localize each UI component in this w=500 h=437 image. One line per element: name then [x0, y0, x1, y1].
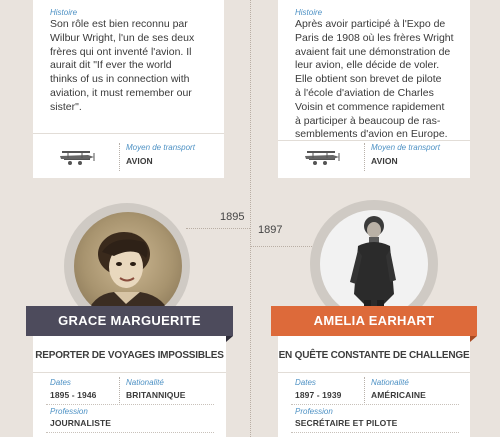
profession-label: Profession: [50, 407, 88, 416]
dates-value: 1897 - 1939: [295, 390, 342, 400]
biplane-icon: [58, 147, 96, 167]
year-label-right: 1897: [258, 224, 283, 236]
history-text: [50, 18, 230, 115]
history-line: Elle obtient son brevet de pilote: [295, 73, 442, 86]
divider: [33, 372, 226, 373]
history-line: Voisin et commence rapidement: [295, 100, 445, 113]
history-label: Histoire: [50, 8, 78, 17]
profile-card-right: [278, 336, 470, 437]
nationality-label: Nationalité: [126, 378, 164, 387]
history-line: leur avion, elle décide de voler.: [295, 59, 440, 72]
banner-fold-right: [226, 336, 233, 342]
history-line: Paris de 1908 où les frères Wright: [295, 31, 454, 44]
biplane-icon: [303, 147, 341, 167]
profession-value: SECRÉTAIRE ET PILOTE: [295, 418, 398, 428]
history-card-right: [278, 0, 470, 178]
nationality-value: BRITANNIQUE: [126, 390, 186, 400]
timeline-line: [250, 0, 251, 437]
divider: [364, 143, 365, 171]
history-line: frères qui ont inventé l'avion. Il: [50, 45, 192, 58]
history-text: [295, 18, 475, 142]
year-connector-left: [186, 228, 250, 229]
nationality-value: AMÉRICAINE: [371, 390, 426, 400]
divider: [278, 140, 470, 141]
profession-value: JOURNALISTE: [50, 418, 112, 428]
history-line: à participer à beaucoup de ras-: [295, 114, 441, 127]
dates-label: Dates: [50, 378, 71, 387]
history-line: Wilbur Wright, l'un de ses deux: [50, 31, 195, 44]
name-banner-left: GRACE MARGUERITE: [26, 306, 233, 336]
history-line: thinks of us in connection with: [50, 73, 190, 86]
year-label-left: 1895: [220, 211, 245, 223]
history-line: avaient fait une démonstration de: [295, 45, 451, 58]
transport-value: AVION: [126, 156, 153, 166]
divider: [33, 133, 224, 134]
portrait-right: [320, 210, 428, 318]
divider: [119, 143, 120, 171]
history-line: aviation, it must remember our: [50, 86, 192, 99]
divider: [364, 377, 365, 403]
transport-label: Moyen de transport: [371, 143, 440, 152]
banner-fold-right: [470, 336, 477, 342]
history-line: à l'école d'aviation de Charles: [295, 86, 434, 99]
year-connector-right: [250, 246, 312, 247]
divider: [46, 404, 214, 405]
nationality-label: Nationalité: [371, 378, 409, 387]
divider: [46, 432, 214, 433]
profile-tagline: REPORTER DE VOYAGES IMPOSSIBLES: [35, 350, 224, 361]
dates-value: 1895 - 1946: [50, 390, 97, 400]
divider: [291, 404, 459, 405]
divider: [291, 432, 459, 433]
transport-value: AVION: [371, 156, 398, 166]
profile-tagline: EN QUÊTE CONSTANTE DE CHALLENGE: [278, 350, 470, 361]
history-line: sister".: [50, 100, 82, 113]
history-label: Histoire: [295, 8, 323, 17]
portrait-left: [74, 212, 182, 320]
history-line: semblements d'avion en Europe.: [295, 128, 448, 141]
name-banner-right: AMELIA EARHART: [271, 306, 477, 336]
history-line: aurait dit "If ever the world: [50, 59, 172, 72]
aviator-portrait-icon: [320, 210, 428, 318]
history-card-left: [33, 0, 224, 178]
divider: [119, 377, 120, 403]
transport-label: Moyen de transport: [126, 143, 195, 152]
history-line: Son rôle est bien reconnu par: [50, 18, 188, 30]
history-line: Après avoir participé à l'Expo de: [295, 18, 446, 30]
profession-label: Profession: [295, 407, 333, 416]
profile-card-left: [33, 336, 226, 437]
woman-portrait-icon: [74, 212, 182, 320]
divider: [278, 372, 470, 373]
dates-label: Dates: [295, 378, 316, 387]
